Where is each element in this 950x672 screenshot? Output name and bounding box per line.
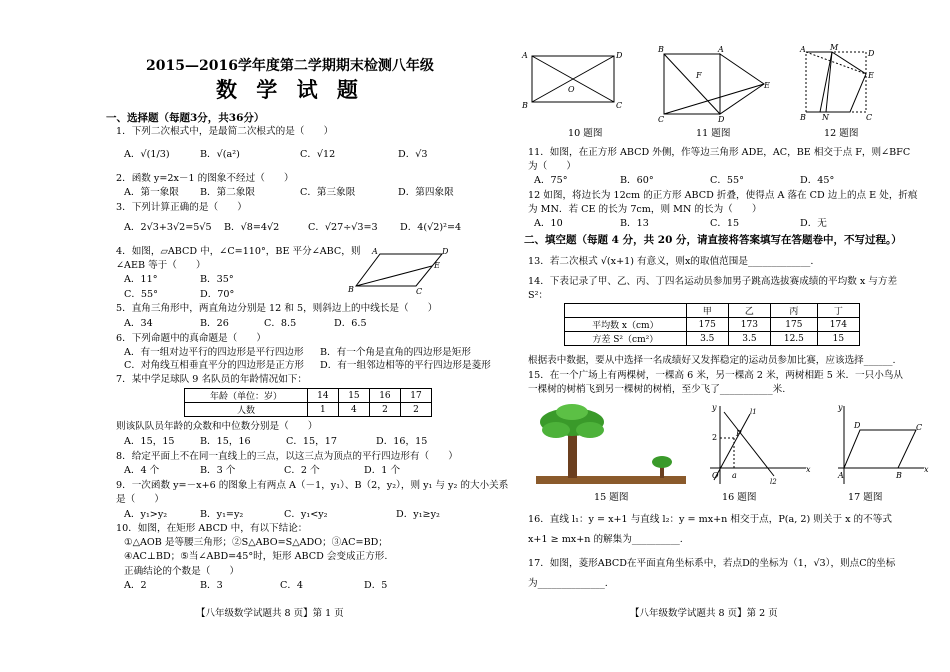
table-cell: 173 <box>728 318 770 332</box>
q8-opt-c: C．2 个 <box>284 465 320 476</box>
table-row <box>185 389 432 403</box>
svg-text:E: E <box>868 71 874 80</box>
q5-opt-d: D．6.5 <box>334 318 367 329</box>
q7-age-table <box>184 388 432 417</box>
q9-opt-c: C．y₁<y₂ <box>284 509 328 520</box>
section-1-heading: 一、选择题（每题3分，共36分） <box>106 112 265 124</box>
svg-text:D: D <box>854 421 861 430</box>
q5-opt-c: C．8.5 <box>264 318 297 329</box>
q10-stem: 10．如图，在矩形 ABCD 中，有以下结论： <box>116 523 308 534</box>
q12-opt-b: B．13 <box>620 218 649 229</box>
table-cell: 人数 <box>185 403 308 417</box>
q5-stem: 5．直角三角形中，两直角边分别是 12 和 5，则斜边上的中线长是（ ） <box>116 303 438 314</box>
fig17-caption: 17 题图 <box>848 492 883 503</box>
table-cell: 丙 <box>770 304 817 318</box>
table-cell: 年龄（单位：岁） <box>185 389 308 403</box>
q1-opt-a: A．√(1/3) <box>124 149 170 160</box>
table-row <box>565 318 860 332</box>
table-cell: 乙 <box>728 304 770 318</box>
fig17-rhombus-graph <box>836 403 929 486</box>
svg-text:A: A <box>838 471 844 480</box>
q17-line2: 为______________. <box>528 578 608 589</box>
q17-line1: 17．如图，菱形ABCD在平面直角坐标系中，若点D的坐标为（1，√3），则点C的坐标 <box>528 558 896 569</box>
table-cell: 2 <box>400 403 431 417</box>
section-2-heading: 二、填空题（每题 4 分，共 20 分，请直接将答案填写在答题卷中，不写过程。） <box>524 234 902 246</box>
q1-opt-b: B．√(a²) <box>200 149 240 160</box>
q4-opt-d: D．70° <box>200 289 235 300</box>
svg-text:x: x <box>806 465 811 474</box>
fig12-folded-square-diagram <box>800 43 876 122</box>
q6-stem: 6．下列命题中的真命题是（ ） <box>116 333 267 344</box>
q10-line4: 正确结论的个数是（ ） <box>124 566 240 577</box>
q1-opt-c: C．√12 <box>300 149 336 160</box>
table-cell <box>565 304 687 318</box>
svg-text:D: D <box>868 49 875 58</box>
q2-opt-c: C．第三象限 <box>300 187 356 198</box>
q5-opt-b: B．26 <box>200 318 229 329</box>
svg-text:B: B <box>896 471 902 480</box>
q12-line1: 12 如图，将边长为 12cm 的正方形 ABCD 折叠，使得点 A 落在 CD 边上的点 E 处，折痕 <box>528 190 918 201</box>
q11-opt-b: B．60° <box>620 175 654 186</box>
svg-text:C: C <box>416 287 423 296</box>
table-cell: 14 <box>307 389 338 403</box>
q11-line1: 11．如图，在正方形 ABCD 外侧，作等边三角形 ADE，AC，BE 相交于点 F，则∠BFC <box>528 147 911 158</box>
q4-line2: ∠AEB 等于（ ） <box>116 260 206 271</box>
q3-opt-c: C．√27÷√3=3 <box>308 222 378 233</box>
svg-text:C: C <box>616 101 623 110</box>
q8-opt-d: D．1 个 <box>364 465 401 476</box>
svg-text:M: M <box>830 43 839 52</box>
q12-opt-c: C．15 <box>710 218 740 229</box>
table-cell: 175 <box>770 318 817 332</box>
q11-opt-c: C．55° <box>710 175 744 186</box>
svg-text:B: B <box>658 45 664 54</box>
table-cell: 2 <box>369 403 400 417</box>
q9-opt-a: A．y₁>y₂ <box>124 509 168 520</box>
q14-after: 根据表中数据，要从中选择一名成绩好又发挥稳定的运动员参加比赛，应该选择______. <box>528 355 896 366</box>
table-cell: 175 <box>686 318 728 332</box>
q9-line2: 是（ ） <box>116 494 164 505</box>
q7-opt-d: D．16，15 <box>376 436 428 447</box>
table-cell: 平均数 x（cm） <box>565 318 687 332</box>
svg-text:l1: l1 <box>750 408 757 416</box>
svg-text:N: N <box>822 113 829 122</box>
q13-text: 13．若二次根式 √(x+1) 有意义，则x的取值范围是_____________. <box>528 256 814 267</box>
q16-line1: 16．直线 l₁：y = x+1 与直线 l₂：y = mx+n 相交于点，P(a, 2) 则关于 x 的不等式 <box>528 514 892 525</box>
q6-opt-c: C．对角线互相垂直平分的四边形是正方形 <box>124 360 305 371</box>
table-cell: 甲 <box>686 304 728 318</box>
svg-text:D: D <box>616 51 623 60</box>
svg-text:2: 2 <box>712 433 718 442</box>
q10-line3: ④AC⊥BD；⑤当∠ABD=45°时，矩形 ABCD 会变成正方形. <box>124 551 388 562</box>
q14-score-table <box>564 303 860 346</box>
table-cell: 3.5 <box>728 332 770 346</box>
svg-text:a: a <box>732 471 737 480</box>
q16-line2: x+1 ≥ mx+n 的解集为__________. <box>528 534 683 545</box>
svg-text:O: O <box>712 471 719 480</box>
q11-opt-a: A．75° <box>534 175 568 186</box>
q3-stem: 3．下列计算正确的是（ ） <box>116 202 247 213</box>
subject-title: 数 学 试 题 <box>216 77 364 102</box>
q3-opt-a: A．2√3+3√2=5√5 <box>124 222 212 233</box>
q7-opt-b: B．15，16 <box>200 436 251 447</box>
fig12-caption: 12 题图 <box>824 128 859 139</box>
svg-text:x: x <box>924 465 929 474</box>
q15-line2: 一棵树的树梢飞到另一棵树的树梢，至少飞了___________米. <box>528 384 786 395</box>
q9-opt-b: B．y₁=y₂ <box>200 509 244 520</box>
q6-opt-b: B．有一个角是直角的四边形是矩形 <box>320 347 471 358</box>
table-cell: 12.5 <box>770 332 817 346</box>
page-2 <box>480 0 930 672</box>
q14-line1: 14．下表记录了甲、乙、丙、丁四名运动员参加男子跳高选拔赛成绩的平均数 x 与方差 <box>528 276 898 287</box>
table-cell: 1 <box>307 403 338 417</box>
q3-opt-d: D．4(√2)²=4 <box>400 222 462 233</box>
q1-opt-d: D．√3 <box>398 149 428 160</box>
svg-text:B: B <box>348 285 354 294</box>
svg-text:l2: l2 <box>770 478 777 486</box>
svg-text:B: B <box>522 101 528 110</box>
q1-stem: 1．下列二次根式中，是最简二次根式的是（ ） <box>116 126 334 137</box>
q7-stem: 7．某中学足球队 9 名队员的年龄情况如下： <box>116 374 307 385</box>
svg-text:y: y <box>712 403 717 412</box>
q8-opt-b: B．3 个 <box>200 465 236 476</box>
q12-opt-d: D．无 <box>800 218 827 229</box>
q6-opt-a: A．有一组对边平行的四边形是平行四边形 <box>124 347 304 358</box>
fig16-two-lines-graph <box>710 403 811 486</box>
page-1-footer: 【八年级数学试题共 8 页】第 1 页 <box>196 608 344 619</box>
svg-text:C: C <box>866 113 873 122</box>
svg-text:P: P <box>736 429 742 438</box>
q14-line2: S²： <box>528 290 549 301</box>
svg-text:A: A <box>800 45 806 54</box>
q4-opt-c: C．55° <box>124 289 158 300</box>
q2-opt-a: A．第一象限 <box>124 187 179 198</box>
exam-title: 2015—2016学年度第二学期期末检测八年级 <box>146 58 434 74</box>
q10-opt-b: B．3 <box>200 580 223 591</box>
q6-opt-d: D．有一组邻边相等的平行四边形是菱形 <box>320 360 491 371</box>
q10-opt-d: D．5 <box>364 580 388 591</box>
q9-stem: 9．一次函数 y=－x+6 的图象上有两点 A（－1，y₁）、B（2，y₂），则 y₁ 与 y₂ 的大小关系 <box>116 480 509 491</box>
svg-text:D: D <box>442 247 449 256</box>
svg-text:A: A <box>372 247 378 256</box>
table-cell: 丁 <box>817 304 859 318</box>
table-row <box>565 332 860 346</box>
svg-text:F: F <box>696 71 702 80</box>
q8-opt-a: A．4 个 <box>124 465 160 476</box>
q11-opt-d: D．45° <box>800 175 835 186</box>
q7-opt-c: C．15，17 <box>286 436 337 447</box>
svg-text:D: D <box>718 115 725 124</box>
page-2-footer: 【八年级数学试题共 8 页】第 2 页 <box>630 608 778 619</box>
table-cell: 15 <box>338 389 369 403</box>
svg-text:O: O <box>568 85 575 94</box>
q2-stem: 2．函数 y=2x－1 的图象不经过（ ） <box>116 173 294 184</box>
q10-opt-c: C．4 <box>280 580 304 591</box>
fig15-trees-illustration <box>536 404 686 486</box>
svg-text:E: E <box>434 261 440 270</box>
svg-text:A: A <box>522 51 528 60</box>
q3-opt-b: B．√8=4√2 <box>224 222 280 233</box>
fig10-rectangle-diagram <box>522 50 623 110</box>
q11-line2: 为（ ） <box>528 161 576 172</box>
table-row <box>565 304 860 318</box>
fig15-caption: 15 题图 <box>594 492 629 503</box>
page-1 <box>20 0 509 672</box>
fig11-caption: 11 题图 <box>696 128 731 139</box>
svg-text:B: B <box>800 113 806 122</box>
q7-opt-a: A．15，15 <box>124 436 175 447</box>
q10-line2: ①△AOB 是等腰三角形；②S△ABO=S△ADO；③AC=BD； <box>124 537 388 548</box>
fig16-caption: 16 题图 <box>722 492 757 503</box>
q8-stem: 8．给定平面上不在同一直线上的三点，以这三点为顶点的平行四边形有（ ） <box>116 451 458 462</box>
q9-opt-d: D．y₁≥y₂ <box>396 509 440 520</box>
table-row <box>185 403 432 417</box>
svg-text:y: y <box>838 403 843 412</box>
q4-line1: 4．如图，▱ABCD 中，∠C=110°，BE 平分∠ABC，则 <box>116 246 361 257</box>
table-cell: 16 <box>369 389 400 403</box>
q4-opt-a: A．11° <box>124 274 158 285</box>
q2-opt-b: B．第二象限 <box>200 187 256 198</box>
table-cell: 3.5 <box>686 332 728 346</box>
q5-opt-a: A．34 <box>124 318 153 329</box>
q12-line2: 为 MN．若 CE 的长为 7cm，则 MN 的长为（ ） <box>528 204 762 215</box>
q10-opt-a: A．2 <box>124 580 147 591</box>
svg-text:E: E <box>764 81 770 90</box>
q12-opt-a: A．10 <box>534 218 563 229</box>
svg-text:C: C <box>658 115 665 124</box>
table-cell: 17 <box>400 389 431 403</box>
fig11-square-triangle-diagram <box>658 45 770 124</box>
fig10-caption: 10 题图 <box>568 128 603 139</box>
q15-line1: 15．在一个广场上有两棵树，一棵高 6 米，另一棵高 2 米，两树相距 5 米．一只小鸟从 <box>528 370 904 381</box>
table-cell: 方差 S²（cm²） <box>565 332 687 346</box>
q2-opt-d: D．第四象限 <box>398 187 454 198</box>
table-cell: 174 <box>817 318 859 332</box>
table-cell: 4 <box>338 403 369 417</box>
table-cell: 15 <box>817 332 859 346</box>
q7-after: 则该队队员年龄的众数和中位数分别是（ ） <box>116 421 318 432</box>
q4-opt-b: B．35° <box>200 274 234 285</box>
q4-parallelogram-figure <box>348 247 449 296</box>
svg-text:A: A <box>718 45 724 54</box>
svg-text:C: C <box>916 423 923 432</box>
